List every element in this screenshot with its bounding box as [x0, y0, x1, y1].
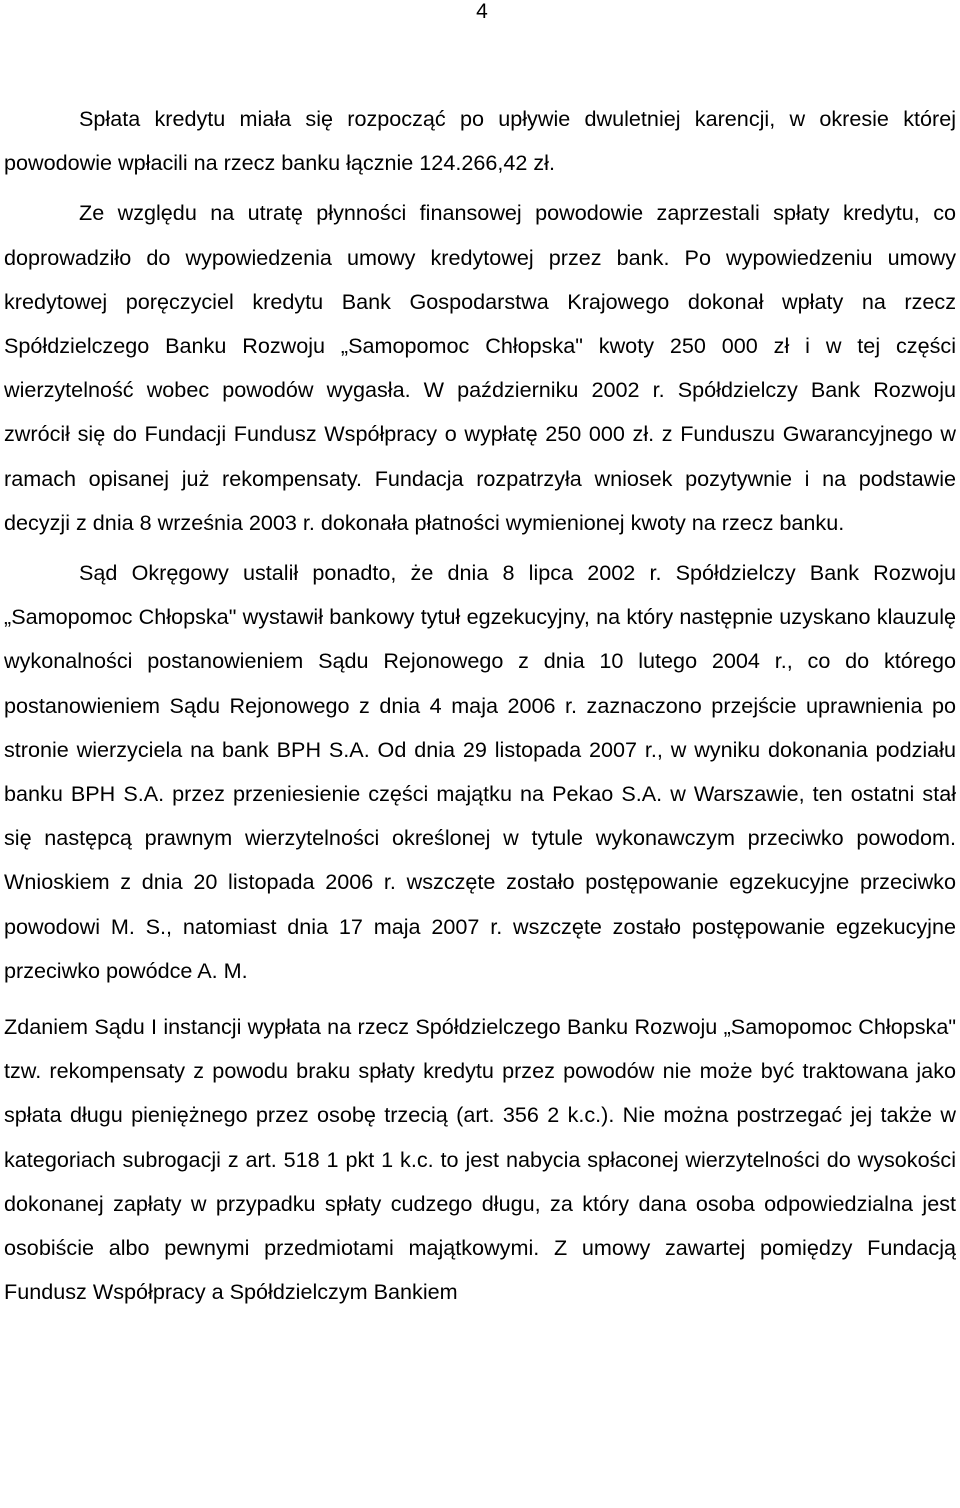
- page-number: [0, 0, 960, 24]
- page-number-text: 4: [476, 0, 488, 23]
- paragraph-4: Zdaniem Sądu I instancji wypłata na rzecz Spółdzielczego Banku Rozwoju „Samopomoc Chłopska" tzw. rekompensaty z powodu braku spłaty kredytu przez powodów nie może być traktowana jako spłata długu pieniężnego przez osobę trzecią (art. 356 2 k.c.). Nie można postrzegać jej także w kategoriach subrogacji z art. 518 1 pkt 1 k.c. to jest nabycia spłaconej wierzytelności do wysokości dokonanej zapłaty w przypadku spłaty cudzego długu, za który dana osoba odpowiedzialna jest osobiście albo pewnymi przedmiotami majątkowymi. Z umowy zawartej pomiędzy Fundacją Fundusz Współpracy a Spółdzielczym Bankiem: [4, 1014, 956, 1305]
- document-body: [4, 97, 956, 1314]
- paragraph-1: Spłata kredytu miała się rozpocząć po upływie dwuletniej karencji, w okresie której powodowie wpłacili na rzecz banku łącznie 124.266,42 zł.: [4, 106, 956, 176]
- paragraph-3: Sąd Okręgowy ustalił ponadto, że dnia 8 lipca 2002 r. Spółdzielczy Bank Rozwoju „Samopomoc Chłopska" wystawił bankowy tytuł egzekucyjny, na który następnie uzyskano klauzulę wykonalności postanowieniem Sądu Rejonowego z dnia 10 lutego 2004 r., co do którego postanowieniem Sądu Rejonowego z dnia 4 maja 2006 r. zaznaczono przejście uprawnienia po stronie wierzyciela na bank BPH S.A. Od dnia 29 listopada 2007 r., w wyniku dokonania podziału banku BPH S.A. przez przeniesienie części majątku na Pekao S.A. w Warszawie, ten ostatni stał się następcą prawnym wierzytelności określonej w tytule wykonawczym przeciwko powodom. Wnioskiem z dnia 20 listopada 2006 r. wszczęte zostało postępowanie egzekucyjne przeciwko powodowi M. S., natomiast dnia 17 maja 2007 r. wszczęte zostało postępowanie egzekucyjne przeciwko powódce A. M.: [4, 560, 956, 983]
- paragraph-2: Ze względu na utratę płynności finansowej powodowie zaprzestali spłaty kredytu, co doprowadziło do wypowiedzenia umowy kredytowej przez bank. Po wypowiedzeniu umowy kredytowej poręczyciel kredytu Bank Gospodarstwa Krajowego dokonał wpłaty na rzecz Spółdzielczego Banku Rozwoju „Samopomoc Chłopska" kwoty 250 000 zł i w tej części wierzytelność wobec powodów wygasła. W październiku 2002 r. Spółdzielczy Bank Rozwoju zwrócił się do Fundacji Fundusz Współpracy o wypłatę 250 000 zł. z Funduszu Gwarancyjnego w ramach opisanej już rekompensaty. Fundacja rozpatrzyła wniosek pozytywnie i na podstawie decyzji z dnia 8 września 2003 r. dokonała płatności wymienionej kwoty na rzecz banku.: [4, 200, 956, 535]
